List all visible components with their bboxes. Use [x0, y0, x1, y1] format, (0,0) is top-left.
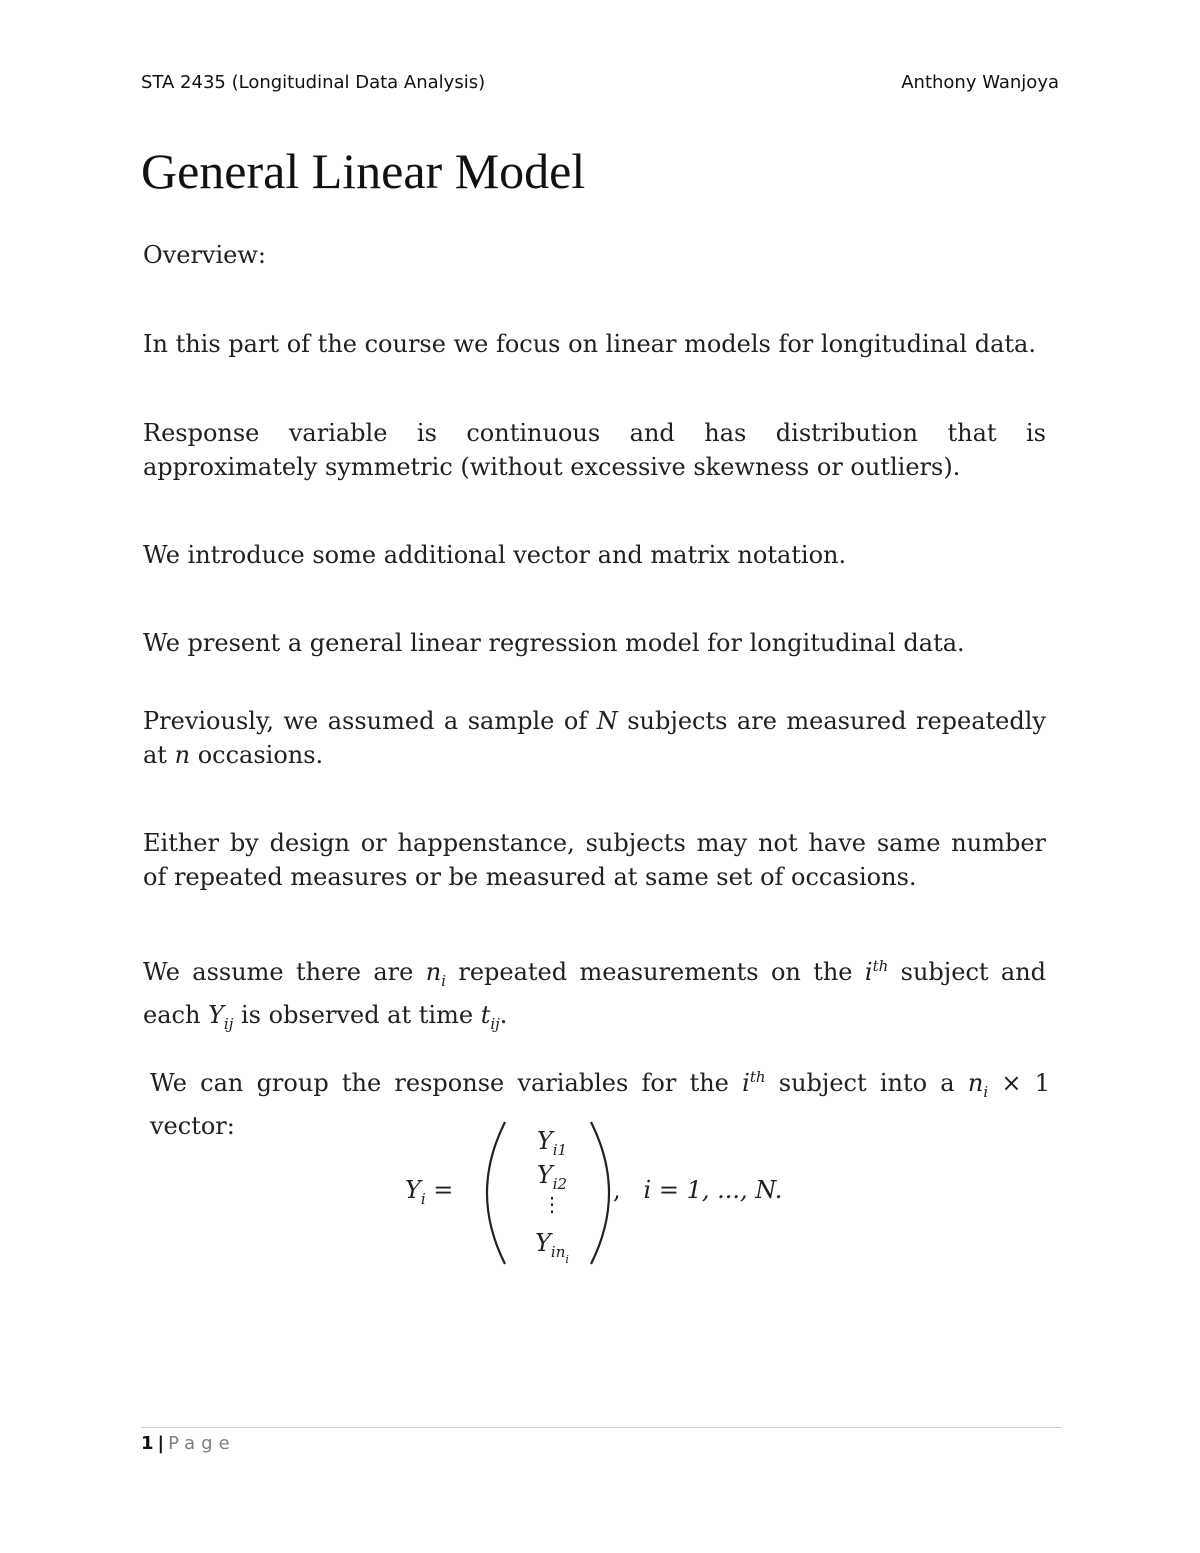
vector-equation	[405, 1118, 825, 1268]
paragraph-line	[143, 949, 1046, 998]
vector-entry	[517, 1124, 587, 1158]
vector-entry	[517, 1158, 587, 1192]
paragraph-regression-model: We present a general linear regression model for longitudinal data.	[143, 629, 965, 657]
paragraph-design	[143, 826, 1046, 894]
math-base: i	[864, 958, 873, 986]
math-subsubscript: i	[565, 1253, 569, 1266]
math-Y-ij	[208, 1001, 234, 1033]
paragraph-response-variable	[143, 416, 1046, 484]
math-subscript: i	[441, 972, 446, 990]
paragraph-previously	[143, 704, 1046, 772]
math-base: Y	[405, 1176, 421, 1204]
math-N: N	[596, 707, 618, 735]
paragraph-line: of repeated measures or be measured at same set of occasions.	[143, 863, 917, 891]
text-span: We can group the response variables for the	[150, 1069, 729, 1097]
equation-rhs	[613, 1176, 782, 1204]
overview-label: Overview:	[143, 241, 266, 269]
math-subscript-base: in	[550, 1243, 566, 1261]
text-span: We assume there are	[143, 958, 414, 986]
paragraph-line	[143, 738, 1046, 772]
math-subscript: i2	[552, 1175, 568, 1193]
footer-divider	[141, 1427, 1062, 1428]
math-subscript: i1	[552, 1141, 568, 1159]
left-paren-icon	[483, 1118, 509, 1268]
paragraph-line	[143, 998, 1046, 1041]
equation-lhs	[405, 1176, 453, 1208]
math-base: Y	[208, 1001, 224, 1029]
vector-entry	[517, 1226, 587, 1266]
footer-separator: |	[157, 1433, 165, 1454]
math-base: n	[425, 958, 442, 986]
math-base: i	[742, 1069, 750, 1097]
math-superscript: th	[749, 1068, 766, 1086]
math-base: Y	[536, 1127, 553, 1155]
math-subscript: ij	[490, 1015, 500, 1033]
text-span: at	[143, 741, 167, 769]
equals-sign: =	[433, 1176, 454, 1204]
math-t-ij	[480, 1001, 500, 1033]
page-header	[141, 72, 1059, 98]
paragraph-assumption	[143, 949, 1046, 1041]
paragraph-notation: We introduce some additional vector and matrix notation.	[143, 541, 847, 569]
text-span: repeated measurements on the	[458, 958, 853, 986]
math-i-th	[742, 1069, 765, 1097]
comma: ,	[613, 1176, 621, 1204]
page-label: Page	[168, 1433, 236, 1454]
math-base: n	[967, 1069, 984, 1097]
math-base: Y	[535, 1229, 551, 1257]
paragraph-line: vector:	[150, 1112, 235, 1140]
text-span: subject into a	[778, 1069, 955, 1097]
author-name: Anthony Wanjoya	[901, 72, 1059, 93]
math-n-i	[425, 958, 446, 990]
math-i-th	[865, 958, 888, 986]
text-span: each	[143, 1001, 201, 1029]
right-paren-icon	[587, 1118, 613, 1268]
math-superscript: th	[872, 957, 889, 975]
page-footer	[141, 1433, 236, 1454]
vector-entry-vdots: ⋮	[542, 1192, 562, 1216]
document-title: General Linear Model	[141, 143, 586, 199]
text-span: × 1	[1001, 1069, 1050, 1097]
math-base: Y	[536, 1161, 553, 1189]
text-span: is observed at time	[241, 1001, 474, 1029]
text-span: subject and	[900, 958, 1047, 986]
course-title: STA 2435 (Longitudinal Data Analysis)	[141, 72, 486, 93]
math-n: n	[174, 741, 191, 769]
paragraph-line: Response variable is continuous and has distribution that is	[143, 419, 1046, 447]
paragraph-line: Either by design or happenstance, subjects may not have same number	[143, 829, 1046, 857]
text-span: occasions.	[197, 741, 324, 769]
paragraph-line	[143, 704, 1046, 738]
text-span: .	[499, 1001, 508, 1029]
math-subscript	[550, 1243, 569, 1266]
math-subscript: i	[983, 1083, 989, 1101]
math-base: t	[480, 1001, 491, 1029]
math-n-i	[967, 1069, 989, 1101]
paragraph-linear-models: In this part of the course we focus on linear models for longitudinal data.	[143, 330, 1036, 358]
paragraph-line: approximately symmetric (without excessive skewness or outliers).	[143, 453, 961, 481]
math-subscript: i	[420, 1190, 426, 1208]
vector-column	[517, 1124, 587, 1266]
text-span: subjects are measured repeatedly	[627, 707, 1046, 735]
paragraph-line	[150, 1060, 1050, 1109]
math-subscript: ij	[223, 1015, 234, 1033]
text-span: Previously, we assumed a sample of	[143, 707, 588, 735]
page-number: 1	[141, 1433, 154, 1454]
index-range: i = 1, ..., N.	[643, 1176, 783, 1204]
